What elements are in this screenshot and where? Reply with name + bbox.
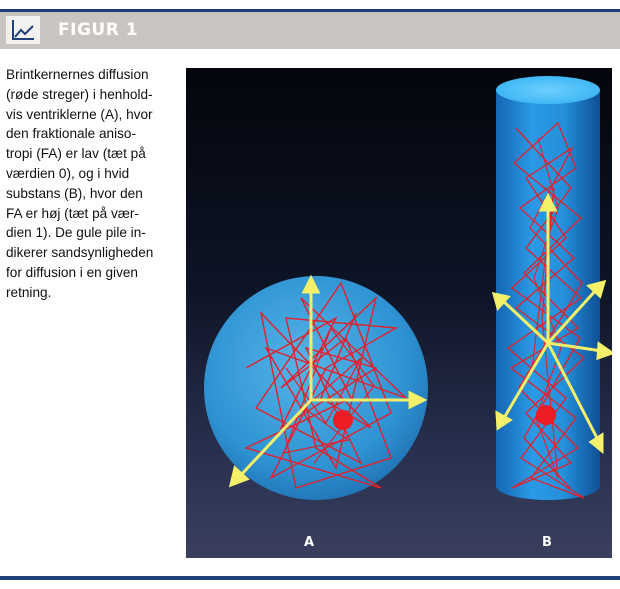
hydrogen-nucleus xyxy=(536,405,556,425)
cylinder-top xyxy=(496,76,600,104)
caption-line: tropi (FA) er lav (tæt på xyxy=(6,146,146,162)
caption-line: værdien 0), og i hvid xyxy=(6,165,130,181)
figure-header xyxy=(0,12,620,49)
figure-title: FIGUR 1 xyxy=(58,20,139,40)
caption-line: dikerer sandsynligheden xyxy=(6,245,154,261)
panel-label-b: B xyxy=(542,535,552,550)
cylinder-panel-b xyxy=(494,76,612,500)
caption-line: den fraktionale aniso- xyxy=(6,126,136,142)
caption-line: (røde streger) i henhold- xyxy=(6,86,153,102)
sphere-panel-a xyxy=(204,276,428,500)
caption-line: substans (B), hvor den xyxy=(6,185,143,201)
figure-caption xyxy=(6,65,178,303)
caption-line: dien 1). De gule pile in- xyxy=(6,225,146,241)
diffusion-illustration xyxy=(186,68,612,558)
caption-line: for diffusion i en given xyxy=(6,264,138,280)
caption-line: Brintkernernes diffusion xyxy=(6,67,149,82)
hydrogen-nucleus xyxy=(333,410,353,430)
bottom-rule xyxy=(0,576,620,580)
line-chart-icon xyxy=(6,16,40,44)
panel-label-a: A xyxy=(304,535,315,550)
caption-line: FA er høj (tæt på vær- xyxy=(6,205,139,221)
arrowhead xyxy=(598,344,612,358)
caption-line: vis ventriklerne (A), hvor xyxy=(6,106,153,122)
caption-line: retning. xyxy=(6,284,52,300)
